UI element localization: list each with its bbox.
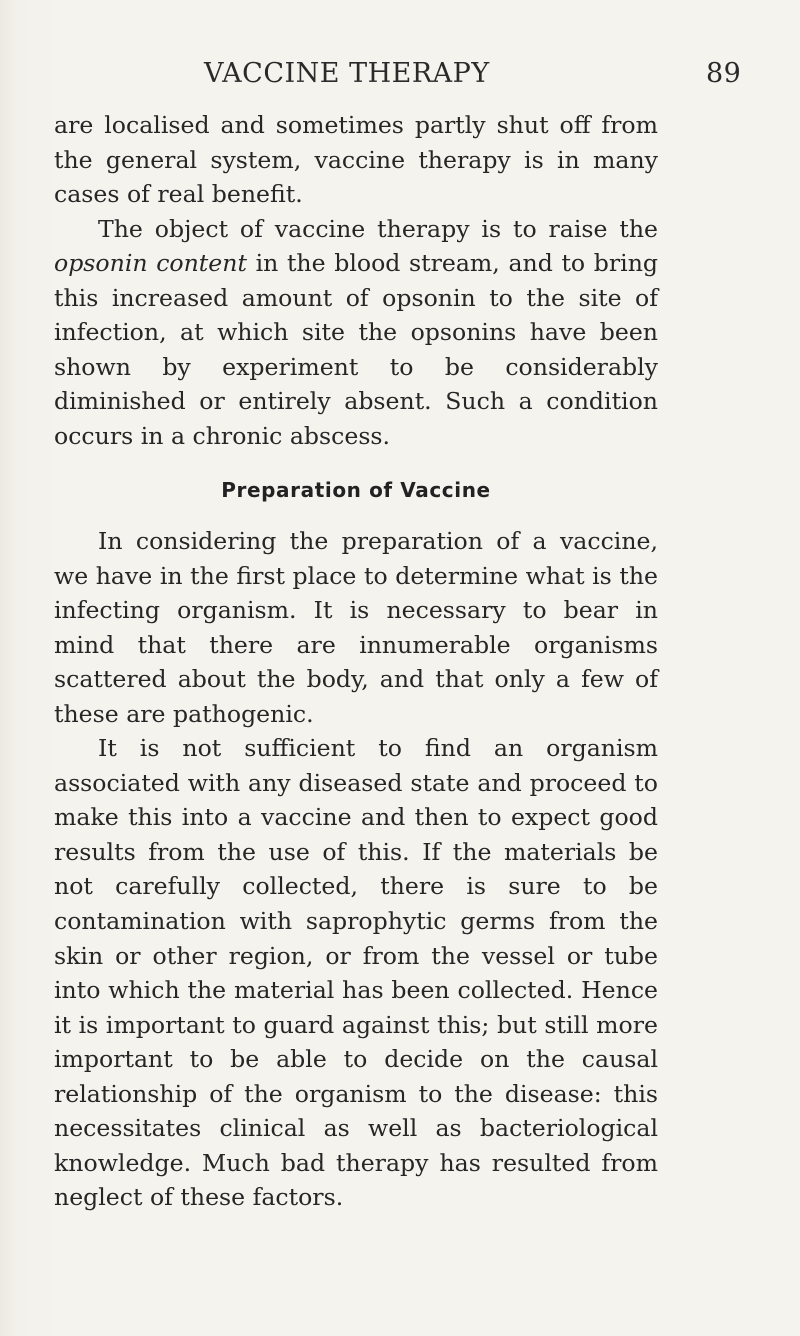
body-text: [54, 108, 658, 1215]
section-heading: Preparation of Vaccine: [221, 478, 491, 503]
paragraph-continued: are localised and sometimes partly shut off from the general system, vaccine therapy is in many cases of real benefit.: [54, 111, 658, 209]
page-number: 89: [706, 58, 742, 89]
italic-term: opsonin content: [54, 249, 247, 278]
paragraph-not-sufficient: It is not sufficient to find an organism associated with any diseased state and proceed to make this into a vaccine and then to expect good results from the use of this. If the materials be not carefully collected, there is sure to be contamination with saprophytic germs from the skin or other region, or from the vessel or tube into which the material has been collected. Hence it is important to guard against this; but still more important to be able to decide on the causal relationship of the organism to the disease: this necessitates clinical as well as bacteriological knowledge. Much bad therapy has resulted from neglect of these factors.: [54, 734, 658, 1212]
paragraph-text: in the blood stream, and to bring this increased amount of opsonin to the site of infection, at which site the opsonins have been shown by experiment to be considerably diminished or entirely absent. Such a condition occurs in a chronic abscess.: [54, 249, 658, 450]
page-header: [0, 58, 800, 98]
running-head: VACCINE THERAPY: [204, 58, 490, 89]
paragraph-considering: In considering the preparation of a vaccine, we have in the first place to determine what is the infecting organism. It is necessary to bear in mind that there are innumerable organisms scattered about the body, and that only a few of these are pathogenic.: [54, 527, 658, 728]
paragraph-text: The object of vaccine therapy is to raise the: [98, 214, 658, 243]
paragraph-object-of-therapy: [54, 212, 658, 454]
